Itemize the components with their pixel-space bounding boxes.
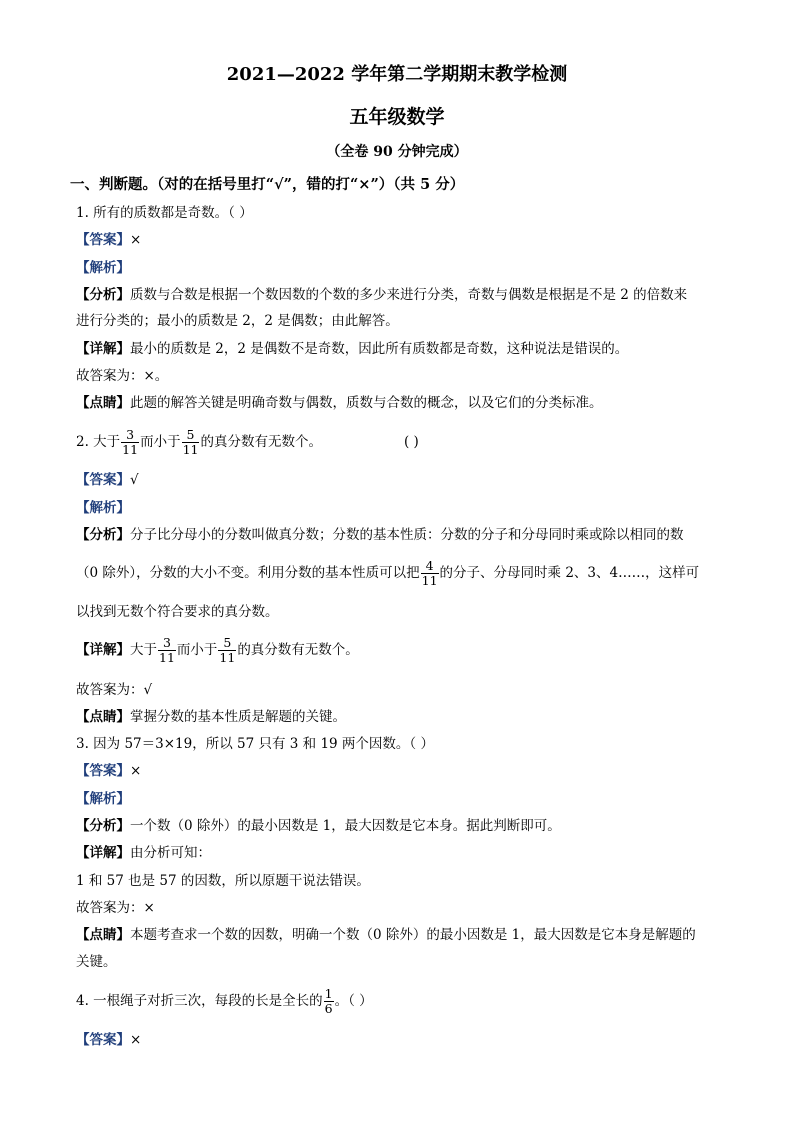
q2-xiangjie-prefix: 大于 — [130, 642, 157, 658]
fraction-numerator: 5 — [186, 427, 195, 442]
q2-analysis-tag: 【解析】 — [76, 500, 130, 516]
fraction-denominator: 6 — [324, 1001, 333, 1016]
fraction-5-11 — [218, 636, 236, 665]
xiangjie-tag: 【详解】 — [76, 845, 130, 861]
q2-xiangjie-row — [76, 630, 359, 670]
dianjing-tag: 【点睛】 — [76, 395, 130, 411]
fraction-5-11 — [182, 428, 200, 457]
q4-prefix: 4. 一根绳子对折三次，每段的长是全长的 — [76, 993, 323, 1009]
q2-fenxi-text: 分子比分母小的分数叫做真分数；分数的基本性质：分数的分子和分母同时乘或除以相同的数 — [130, 527, 684, 543]
q2-mid: 而小于 — [140, 434, 181, 450]
q1-dianjing-row — [76, 394, 603, 412]
dianjing-tag: 【点睛】 — [76, 927, 130, 943]
q2-suffix: 的真分数有无数个。 — [200, 434, 322, 450]
answer-blank: ( ) — [403, 434, 419, 450]
fraction-denominator: 11 — [182, 442, 199, 457]
q3-answer: × — [130, 763, 142, 779]
exam-title: 2021—2022 学年第二学期期末教学检测 — [226, 64, 568, 85]
q1-xiangjie-text: 最小的质数是 2，2 是偶数不是奇数，因此所有质数都是奇数，这种说法是错误的。 — [130, 341, 629, 357]
q3-fenxi-text: 一个数（0 除外）的最小因数是 1，最大因数是它本身。据此判断即可。 — [130, 818, 561, 834]
answer-tag: 【答案】 — [76, 763, 130, 779]
q4-answer-row — [76, 1031, 141, 1049]
q2-xiangjie-mid: 而小于 — [176, 642, 218, 658]
q2-fenxi-row-3: 以找到无数个符合要求的真分数。 — [76, 604, 279, 620]
dianjing-tag: 【点睛】 — [76, 709, 130, 725]
q1-final-answer: 故答案为：×。 — [76, 368, 169, 384]
q3-dianjing-text: 本题考查求一个数的因数，明确一个数（0 除外）的最小因数是 1，最大因数是它本身是解题的 — [130, 927, 696, 943]
q1-answer-row — [76, 231, 141, 249]
fraction-denominator: 11 — [159, 650, 175, 665]
q3-fenxi-row — [76, 817, 561, 835]
q1-fenxi-text: 质数与合数是根据一个数因数的个数的多少来进行分类，奇数与偶数是根据是不是 2 的倍数来 — [130, 287, 688, 303]
xiangjie-tag: 【详解】 — [76, 642, 130, 658]
q2-question — [76, 422, 419, 462]
fenxi-tag: 【分析】 — [76, 818, 130, 834]
q3-dianjing-row-2: 关键。 — [76, 954, 117, 970]
q2-final-answer: 故答案为：√ — [76, 682, 153, 698]
q1-question: 1. 所有的质数都是奇数。（ ） — [76, 205, 253, 221]
q2-answer: √ — [130, 472, 139, 488]
answer-tag: 【答案】 — [76, 472, 130, 488]
q3-answer-row — [76, 762, 141, 780]
q1-answer: × — [130, 232, 142, 248]
q2-fenxi-text-a: （0 除外），分数的大小不变。利用分数的基本性质可以把 — [76, 565, 420, 581]
fraction-numerator: 5 — [223, 635, 232, 650]
q2-xiangjie-suffix: 的真分数有无数个。 — [237, 642, 359, 658]
q1-dianjing-text: 此题的解答关键是明确奇数与偶数，质数与合数的概念，以及它们的分类标准。 — [130, 395, 603, 411]
fraction-numerator: 3 — [162, 635, 171, 650]
q3-final-answer: 故答案为：× — [76, 900, 155, 916]
q2-answer-row — [76, 471, 139, 489]
exam-subtitle: 五年级数学 — [349, 106, 445, 128]
q1-fenxi-row — [76, 286, 687, 304]
q3-dianjing-row — [76, 926, 696, 944]
exam-time-note: （全卷 90 分钟完成） — [326, 144, 468, 160]
q4-question — [76, 981, 373, 1021]
q1-analysis-tag: 【解析】 — [76, 260, 130, 276]
section-heading: 一、判断题。（对的在括号里打“√”，错的打“×”）（共 5 分） — [70, 176, 465, 193]
q3-xiangjie-text: 由分析可知： — [130, 845, 211, 861]
fraction-1-6 — [324, 987, 334, 1016]
fraction-denominator: 11 — [421, 573, 438, 588]
q3-analysis-tag: 【解析】 — [76, 791, 130, 807]
fenxi-tag: 【分析】 — [76, 287, 130, 303]
q3-xiangjie-row-2: 1 和 57 也是 57 的因数，所以原题干说法错误。 — [76, 873, 370, 889]
q2-dianjing-row — [76, 708, 346, 726]
fraction-4-11 — [421, 559, 439, 588]
fraction-denominator: 11 — [219, 650, 236, 665]
xiangjie-tag: 【详解】 — [76, 341, 130, 357]
answer-tag: 【答案】 — [76, 232, 130, 248]
q1-xiangjie-row — [76, 340, 628, 358]
fraction-3-11 — [158, 636, 176, 665]
q4-answer: × — [130, 1032, 142, 1048]
answer-tag: 【答案】 — [76, 1032, 130, 1048]
q1-fenxi-row-2: 进行分类的；最小的质数是 2，2 是偶数；由此解答。 — [76, 313, 399, 329]
fraction-3-11 — [121, 428, 139, 457]
q2-fenxi-text-b: 的分子、分母同时乘 2、3、4……，这样可 — [439, 565, 700, 581]
fraction-numerator: 1 — [324, 986, 333, 1001]
fenxi-tag: 【分析】 — [76, 527, 130, 543]
q2-fenxi-row — [76, 526, 684, 544]
q2-dianjing-text: 掌握分数的基本性质是解题的关键。 — [130, 709, 346, 725]
q3-question: 3. 因为 57＝3×19，所以 57 只有 3 和 19 两个因数。（ ） — [76, 736, 434, 752]
fraction-numerator: 4 — [425, 558, 434, 573]
q2-fenxi-row-2 — [76, 553, 699, 593]
q2-prefix: 2. 大于 — [76, 434, 121, 450]
q4-suffix: 。（ ） — [334, 993, 373, 1009]
fraction-denominator: 11 — [122, 442, 139, 457]
q3-xiangjie-row — [76, 844, 211, 862]
fraction-numerator: 3 — [126, 427, 135, 442]
